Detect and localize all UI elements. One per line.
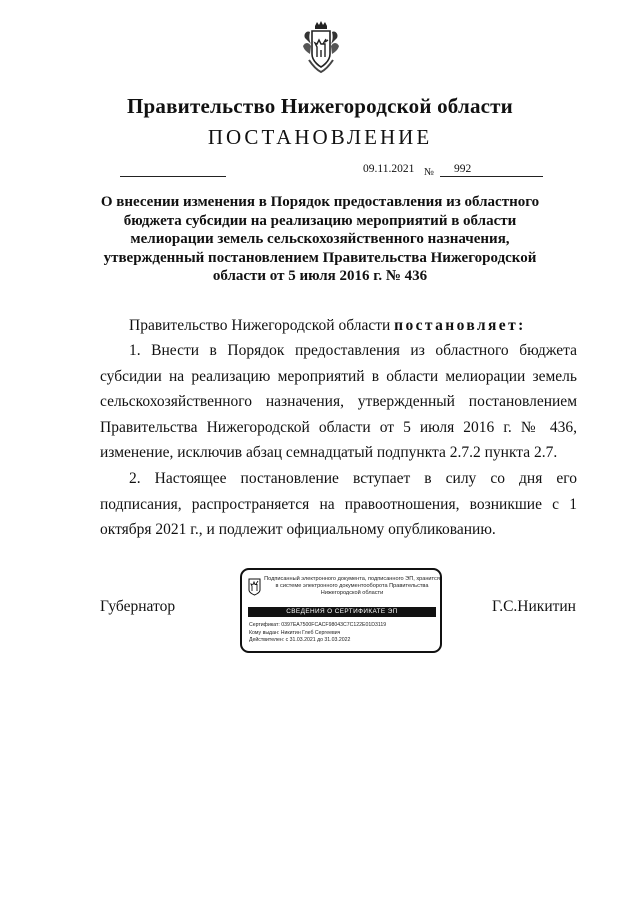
validity-label: Действителен: xyxy=(249,637,285,644)
validity-row xyxy=(249,637,439,645)
lead-verb: постановляет: xyxy=(394,317,526,334)
resolution-item-1: 1. Внести в Порядок предоставления из областного бюджета субсидии на реализацию мероприятий в области мелиорации земель сельскохозяйственного назначения, утвержденный постановлением Правительства Нижегородской области от 5 июля 2016 г. № 436, изменение, исключив абзац семнадцатый подпункта 2.7.2 пункта 2.7. xyxy=(100,342,577,461)
signer-name: Г.С.Никитин xyxy=(492,598,576,615)
document-subject: О внесении изменения в Порядок предоставления из областного бюджета субсидии на реализацию мероприятий в области мелиорации земель сельскохозяйственного назначения, утвержденный постановлением Правительства Нижегородской области от 5 июля 2016 г. № 436 xyxy=(100,194,540,284)
document-type: ПОСТАНОВЛЕНИЕ xyxy=(207,125,433,149)
document-date: 09.11.2021 xyxy=(363,163,415,175)
deer-emblem-icon xyxy=(248,578,261,596)
document-number: 992 xyxy=(440,163,543,177)
stamp-header: Подписанный электронного документа, подписанного ЭП, хранится в системе электронного документооборота Правительства Нижегородской области xyxy=(264,576,440,596)
certificate-details xyxy=(249,622,439,645)
signer-title: Губернатор xyxy=(100,598,176,615)
registration-line xyxy=(120,176,226,177)
electronic-signature-stamp xyxy=(240,568,442,653)
resolution-lead xyxy=(100,313,577,339)
coat-of-arms-icon xyxy=(301,20,341,74)
resolution-item-2: 2. Настоящее постановление вступает в силу со дня его подписания, распространяется на правоотношения, возникшие с 1 октября 2021 г., и подлежит официальному опубликованию. xyxy=(100,470,577,538)
certificate-row xyxy=(249,622,439,630)
lead-prefix: Правительство Нижегородской области xyxy=(129,317,391,334)
stamp-banner: СВЕДЕНИЯ О СЕРТИФИКАТЕ ЭП xyxy=(248,607,436,617)
number-label: № xyxy=(424,167,435,178)
certificate-value: 0397EA7500FCACF98043C7C122E01D3119 xyxy=(281,622,387,628)
issued-to-label: Кому выдан: xyxy=(249,629,280,636)
certificate-label: Сертификат: xyxy=(249,622,280,628)
issued-to-value: Никитин Глеб Сергеевич xyxy=(280,629,341,636)
validity-value: с 31.03.2021 до 31.03.2022 xyxy=(285,637,351,644)
government-name: Правительство Нижегородской области xyxy=(127,94,513,118)
